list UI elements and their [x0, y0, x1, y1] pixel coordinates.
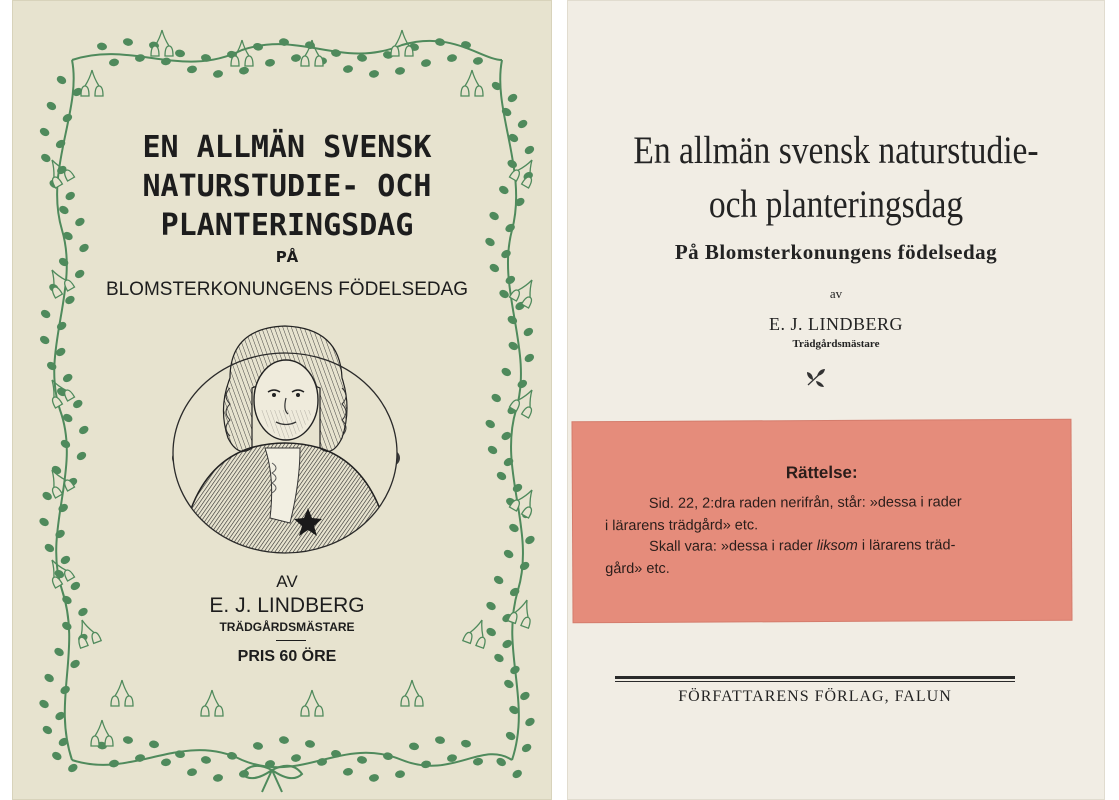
- vine-leaf: [40, 152, 52, 163]
- vine-leaf: [38, 334, 50, 345]
- vine-leaf: [420, 59, 431, 68]
- vine-leaf: [382, 752, 393, 761]
- vine-leaf: [51, 750, 63, 761]
- vine-leaf: [506, 92, 518, 103]
- erratum-line: i lärarens trädgård» etc.: [604, 516, 759, 534]
- title-line: En allmän svensk naturstudie-: [633, 129, 1039, 172]
- twinflower-bell: [401, 680, 423, 706]
- vine-leaf: [356, 53, 367, 62]
- vine-leaf: [55, 320, 67, 331]
- vine-leaf: [57, 502, 69, 513]
- vine-leaf: [434, 38, 445, 47]
- twinflower-bell: [461, 70, 483, 96]
- vine-leaf: [57, 256, 69, 267]
- vine-leaf: [108, 58, 119, 67]
- vine-leaf: [38, 516, 50, 527]
- vine-leaf: [495, 756, 507, 767]
- erratum-line: [605, 535, 1045, 559]
- vine-leaf: [519, 690, 531, 701]
- erratum-text: i lärarens träd-: [857, 537, 956, 554]
- portrait-engraving: [160, 318, 410, 558]
- vine-leaf: [504, 222, 516, 233]
- erratum-slip: [572, 420, 1071, 623]
- twinflower-bell: [111, 680, 133, 706]
- cover-title: [72, 128, 502, 245]
- cover-divider: [276, 640, 306, 641]
- vine-leaf: [212, 773, 223, 782]
- cover-av: AV: [276, 572, 298, 591]
- vine-leaf: [460, 40, 471, 49]
- vine-leaf: [504, 730, 516, 741]
- vine-leaf: [518, 560, 530, 571]
- vine-leaf: [520, 742, 532, 753]
- twinflower-bell: [42, 265, 74, 299]
- vine-leaf: [186, 768, 197, 777]
- vine-bow: [242, 766, 302, 792]
- erratum-heading: Rättelse:: [785, 462, 858, 483]
- vine-leaf: [174, 49, 185, 58]
- vine-leaf: [516, 378, 528, 389]
- flower-sprig-ornament-icon: [805, 367, 827, 389]
- cover-author: E. J. LINDBERG: [209, 594, 365, 617]
- vine-leaf: [511, 768, 523, 779]
- vine-leaf: [420, 760, 431, 769]
- vine-leaf: [394, 66, 405, 75]
- vine-leaf: [264, 58, 275, 67]
- vine-leaf: [212, 69, 223, 78]
- vine-leaf: [38, 698, 50, 709]
- vine-leaf: [58, 204, 70, 215]
- vine-leaf: [160, 57, 171, 66]
- publisher-imprint: FÖRFATTARENS FÖRLAG, FALUN: [678, 688, 952, 705]
- vine-leaf: [484, 418, 496, 429]
- vine-leaf: [108, 759, 119, 768]
- vine-leaf: [278, 736, 289, 745]
- vine-leaf: [523, 352, 535, 363]
- vine-leaf: [59, 554, 71, 565]
- vine-leaf: [45, 360, 57, 371]
- vine-leaf: [503, 678, 515, 689]
- vine-leaf: [516, 118, 528, 129]
- erratum-text: Skall vara: »dessa i rader: [649, 538, 817, 555]
- vine-leaf: [434, 736, 445, 745]
- title-line: och planteringsdag: [708, 183, 964, 226]
- vine-leaf: [61, 372, 73, 383]
- vine-leaf: [304, 739, 315, 748]
- vine-leaf: [148, 740, 159, 749]
- book-cover: [12, 0, 552, 800]
- vine-leaf: [54, 528, 66, 539]
- vine-leaf: [446, 54, 457, 63]
- title-page-av: av: [829, 286, 843, 301]
- vine-leaf: [495, 470, 507, 481]
- vine-leaf: [122, 735, 133, 744]
- vine-leaf: [55, 74, 67, 85]
- vine-leaf: [226, 751, 237, 760]
- twinflower-bell: [301, 690, 323, 716]
- vine-leaf: [122, 37, 133, 46]
- erratum-line: Sid. 22, 2:dra raden nerifrån, står: »dessa i rader: [648, 494, 962, 512]
- title-page-profession: Trädgårdsmästare: [792, 338, 880, 350]
- vine-leaf: [356, 755, 367, 764]
- erratum-italic-word: liksom: [816, 537, 858, 555]
- vine-leaf: [43, 672, 55, 683]
- vine-leaf: [43, 542, 55, 553]
- twinflower-bell: [81, 70, 103, 96]
- vine-leaf: [41, 724, 53, 735]
- twinflower-bell: [201, 690, 223, 716]
- title-page-author: E. J. LINDBERG: [769, 314, 903, 334]
- vine-leaf: [290, 53, 301, 62]
- vine-leaf: [96, 42, 107, 51]
- vine-leaf: [330, 49, 341, 58]
- cover-title-line: EN ALLMÄN SVENSK: [142, 130, 432, 165]
- title-page-title: [622, 124, 1050, 232]
- vine-leaf: [39, 308, 51, 319]
- vine-leaf: [72, 398, 84, 409]
- vine-leaf: [160, 758, 171, 767]
- title-page-subtitle: På Blomsterkonungens födelsedag: [674, 240, 998, 264]
- vine-leaf: [342, 767, 353, 776]
- vine-leaf: [508, 522, 520, 533]
- vine-leaf: [502, 548, 514, 559]
- vine-leaf: [500, 366, 512, 377]
- vine-leaf: [67, 762, 79, 773]
- vine-leaf: [506, 314, 518, 325]
- vine-leaf: [78, 424, 90, 435]
- vine-leaf: [504, 274, 516, 285]
- vine-leaf: [238, 66, 249, 75]
- vine-leaf: [45, 100, 57, 111]
- vine-leaf: [53, 646, 65, 657]
- vine-leaf: [490, 392, 502, 403]
- vine-leaf: [75, 450, 87, 461]
- vine-leaf: [394, 770, 405, 779]
- cover-pa: PÅ: [275, 248, 299, 266]
- cover-title-line: NATURSTUDIE- OCH: [142, 169, 432, 204]
- cover-price: PRIS 60 ÖRE: [237, 648, 337, 665]
- vine-leaf: [522, 326, 534, 337]
- vine-leaf: [252, 42, 263, 51]
- vine-leaf: [408, 742, 419, 751]
- vine-leaf: [524, 716, 536, 727]
- vine-leaf: [252, 741, 263, 750]
- title-page: [567, 0, 1105, 800]
- erratum-line: gård» etc.: [605, 560, 670, 577]
- vine-leaf: [523, 144, 535, 155]
- vine-leaf: [472, 56, 483, 65]
- vine-leaf: [186, 65, 197, 74]
- cover-subtitle: BLOMSTERKONUNGENS FÖDELSEDAG: [105, 279, 469, 300]
- vine-leaf: [38, 126, 50, 137]
- vine-leaf: [524, 534, 536, 545]
- cover-title-line: PLANTERINGSDAG: [160, 208, 414, 243]
- vine-leaf: [511, 482, 523, 493]
- vine-leaf: [472, 757, 483, 766]
- vine-leaf: [342, 65, 353, 74]
- publisher-rule-thin: [615, 681, 1015, 682]
- vine-leaf: [134, 53, 145, 62]
- cover-profession: TRÄDGÅRDSMÄSTARE: [219, 620, 355, 634]
- vine-leaf: [41, 490, 53, 501]
- vine-leaf: [486, 444, 498, 455]
- vine-leaf: [368, 69, 379, 78]
- vine-leaf: [368, 773, 379, 782]
- vine-leaf: [200, 755, 211, 764]
- publisher-rule-thick: [615, 676, 1015, 679]
- erratum-body: [605, 492, 1045, 580]
- twinflower-bell: [509, 155, 541, 189]
- vine-leaf: [290, 754, 301, 763]
- vine-leaf: [460, 739, 471, 748]
